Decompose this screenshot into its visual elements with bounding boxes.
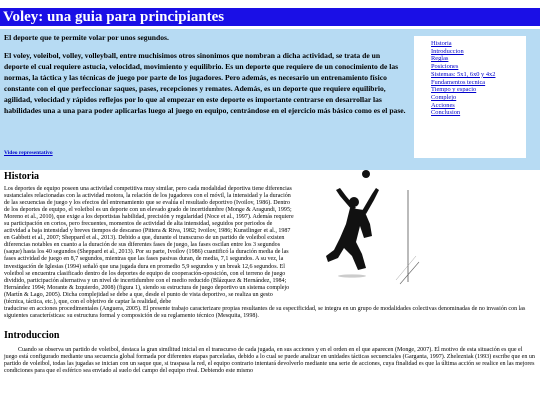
nav-link-tiempo[interactable]: Tiempo y espacio (431, 86, 477, 94)
introduccion-paragraph: Cuando se observa un partido de voleibol, destaca la gran similitud inicial en el transcurso de cada jugada, en sus acciones y en el orden en el que aparecen (Monge, 2007). El motivo de esta situación es que el juego está configurado mediante una secuencia global formada por diferentes etapas parceladas, debido a lo cual se puede analizar en unidades tácticas secuenciales (Garganta, 1997). Zhelezniak (1993) escribe que en un partido de voleibol, todas las jugadas se inician con un saque que, si traspasa la red, el equipo contrario intentará devolverlo mediante una serie de acciones, cuya finalidad es que la última acción se realice en las mejores condiciones para que el esférico sea enviado al suelo del campo del equipo rival. Debiendo este mismo (4, 347, 535, 375)
historia-paragraph: Los deportes de equipo poseen una actividad competitiva muy similar, pero cada modalidad deportiva tiene diferencias sustanciales relacionadas con la actividad motora, la relación de los jugadores con el móvil, la intensidad y la duración de las secuencias de juego y los efectos del entrenamiento que se evalúa el resultado deportivo (Ivoilov, 1986). Dentro de los deportes de equipo, el voleibol es un deporte con un elevado grado de incertidumbre (Monge & Aragundi, 1995; Moreno et al., 2010), que exige a los deportistas habilidad, precisión y regularidad (Noce et al., 1997). Además requiere su participación en cortos, pero frecuentes, momentos de actividad de alta intensidad, seguidos por periodos de actividad a baja intensidad y breves tiempos de descanso (Pittera & Riva, 1982; Ivoilov, 1986; Kunstlinger et al., 1987 en Gabbett et al., 2007; Sheppard et al., 2013). Debido a que, durante el transcurso de un partido de voleibol existen diferencias notables en cuanto a la duración de sus diferentes fases de juego, las fases oscilan entre los 3 segundos (saque) hasta los 40 segundos (Sheppard et al., 2013). Por su parte, Ivoilov (1986) cuantificó la duración media de las fases actividad de juego en 8,7 segundos, mientras que las fases pasivas duran, de media, 7,1 segundos. A su vez, la investigación de Iglesias (1994) señaló que una jugada dura en promedio 5,9 segundos y un break 12,6 segundos. El voleibol se encuentra clasificado dentro de los deportes de equipo de cooperación-oposición, con el terreno de juego dividido, participación alternativa y un nivel de incertidumbre con el medio reducido (Blázquez & Hernández, 1984; Hernández 1994; Morante & Izquierdo, 2008) (figura 1), siendo su estructura de juego deportivo un sistema complejo (Martín & Lago, 2005). Dicha complejidad se debe a que, desde el punto de vista deportivo, se realiza un gesto (técnica, táctica, etc.), que, con el objetivo de captar la realidad, debe (4, 186, 294, 305)
title-bar (0, 8, 540, 26)
nav-item-fundamentos (431, 79, 526, 87)
section-title-historia: Historia (4, 171, 39, 182)
nav-link-acciones[interactable]: Acciones (431, 101, 455, 109)
ball-icon (362, 170, 370, 178)
nav-item-reglas (431, 55, 526, 63)
nav-item-acciones (431, 102, 526, 110)
nav-link-posiciones[interactable]: Posiciones (431, 63, 459, 71)
nav-link-historia[interactable]: Historia (431, 40, 452, 47)
nav-list (414, 36, 526, 117)
shadow (338, 274, 366, 277)
nav-link-fundamentos[interactable]: Fundamentos tecnica (431, 78, 486, 86)
nav-item-posiciones (431, 63, 526, 71)
net-line (396, 256, 416, 280)
hero-lead: El deporte que te permite volar por unos segundos. (4, 33, 169, 42)
historia-text-wide (4, 306, 534, 320)
video-link[interactable]: Video representativo (4, 150, 53, 156)
nav-item-complejo (431, 94, 526, 102)
introduccion-text (4, 347, 536, 375)
nav-item-conclusion (431, 109, 526, 117)
historia-paragraph-cont: traducirse en acciones procedimentales (Anguera, 2005). El presente trabajo caracterizare propias resultantes de su especificidad, se integra en un grupo de modalidades colectivas denominadas de no invasión con las siguientes características: su estructura formal y composición de su reglamento técnico (Mesquita, 1998). (4, 306, 526, 320)
nav-link-reglas[interactable]: Reglas (431, 55, 449, 63)
nav-link-sistemas[interactable]: Sistemas: 5x1, 6x0 y 4x2 (431, 70, 496, 78)
nav-link-conclusion[interactable]: Conclusion (431, 109, 461, 117)
nav-item-tiempo (431, 86, 526, 94)
volleyball-player-icon (300, 166, 420, 286)
nav-item-introduccion (431, 48, 526, 56)
nav-item-sistemas (431, 71, 526, 79)
section-title-introduccion: Introduccion (4, 330, 60, 341)
nav-link-introduccion[interactable]: Introduccion (431, 47, 464, 55)
net-line (400, 262, 419, 284)
historia-text-narrow (4, 186, 294, 306)
nav-link-complejo[interactable]: Complejo (431, 93, 457, 101)
hero-text (4, 32, 406, 123)
navigation-box (414, 36, 526, 158)
nav-item-historia (431, 40, 526, 48)
player-silhouette (326, 188, 379, 270)
hero-paragraph: El voley, voleibol, volley, volleyball, entre muchisimos otros sinonimos que nombran a dicha actividad, se trata de un deporte el cual requiere astucia, velocidad, movimiento y equilibrio. Es un deporte que requiere de un conocimiento de las normas, la táctica y las técnicas de juego por parte de los jugadores. Pero además, es necesario un entrenamiento físico constante con el que perfeccionar saques, pases, recepciones y remates. Además, es un deporte que requiere equilibrio, agilidad, velocidad y rápidos reflejos por lo que al empezar en este deporte es importante centrarse en desarrollar las habilidades una a una para poder aplicarlas luego al juego en equipo, centrándose en el ejercicio más básico como es el pase. (4, 51, 406, 115)
page-title: Voley: una guia para principiantes (3, 9, 225, 25)
